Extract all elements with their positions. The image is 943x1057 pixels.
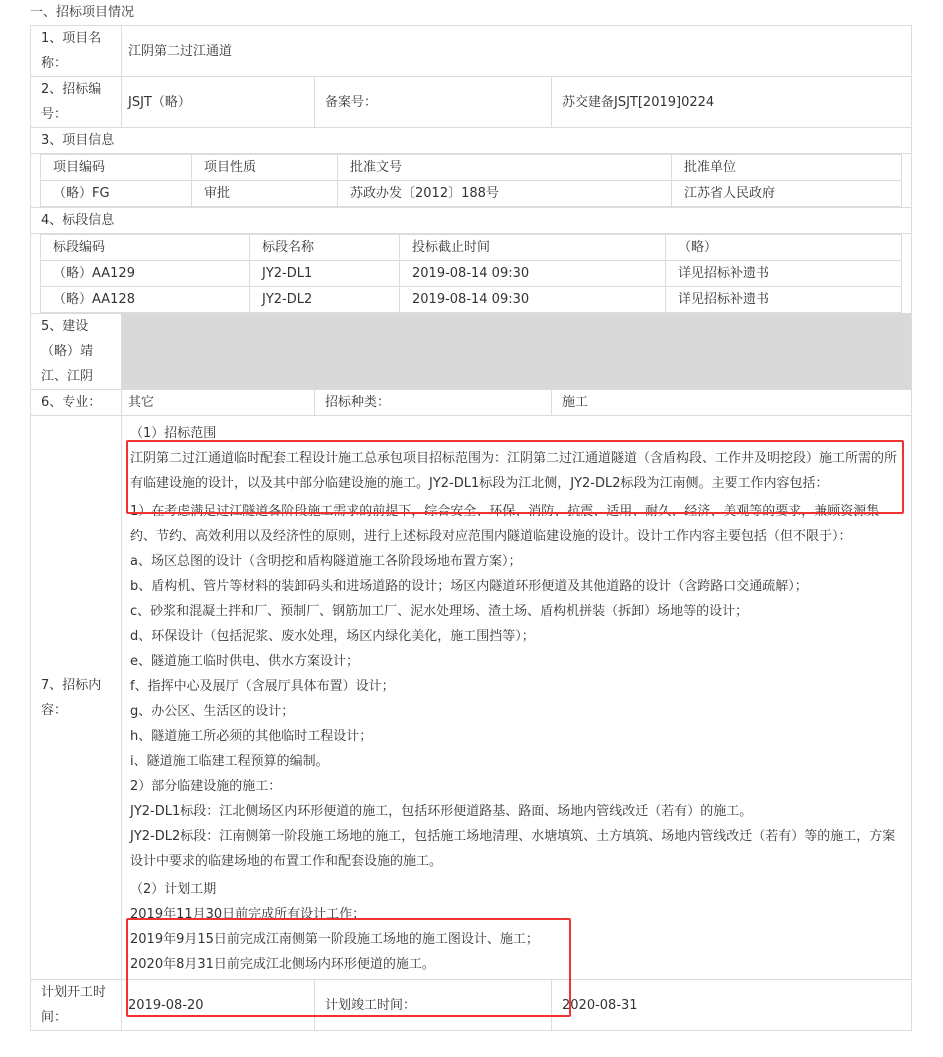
table-row <box>41 287 902 313</box>
list-item: i、隧道施工临建工程预算的编制。 <box>130 754 329 769</box>
lot-note: 详见招标补遗书 <box>666 261 902 287</box>
bid-deadline: 2019-08-14 09:30 <box>400 261 666 287</box>
value-bid-no: JSJT（略） <box>122 77 315 128</box>
lot-info-cell <box>31 234 912 314</box>
list-item: a、场区总图的设计（含明挖和盾构隧道施工各阶段场地布置方案）； <box>130 554 522 569</box>
list-item: g、办公区、生活区的设计； <box>130 704 295 719</box>
list-item: d、环保设计（包括泥浆、废水处理，场区内绿化美化，施工围挡等）； <box>130 629 535 644</box>
value-filing-no: 苏交建备JSJT[2019]0224 <box>552 77 912 128</box>
approval-unit: 江苏省人民政府 <box>672 181 902 207</box>
value-plan-start: 2019-08-20 <box>122 980 315 1031</box>
bid-info-table <box>30 25 912 1031</box>
list-item: b、盾构机、管片等材料的装卸码头和进场道路的设计；场区内隧道环形便道及其他道路的设计（含跨路口交通疏解）； <box>130 579 808 594</box>
list-item: c、砂浆和混凝土拌和厂、预制厂、钢筋加工厂、泥水处理场、渣土场、盾构机拼装（拆卸）场地等的设计； <box>130 604 749 619</box>
label-content: 7、招标内容： <box>31 416 122 980</box>
project-info-header-cell: 批准单位 <box>672 155 902 181</box>
row-builder <box>31 314 912 390</box>
lot-info-table <box>40 234 902 313</box>
row-specialty <box>31 390 912 416</box>
project-info-cell <box>31 154 912 208</box>
schedule-item: 2019年11月30日前完成所有设计工作； <box>130 907 366 922</box>
lot-info-header <box>41 235 902 261</box>
label-plan-end: 计划竣工时间： <box>315 980 552 1031</box>
row-lot-info-table <box>31 234 912 314</box>
lot-name: JY2-DL2 <box>250 287 400 313</box>
lot-info-header-cell: 标段名称 <box>250 235 400 261</box>
bid-deadline: 2019-08-14 09:30 <box>400 287 666 313</box>
project-nature: 审批 <box>192 181 338 207</box>
label-specialty: 6、专业： <box>31 390 122 416</box>
lot-name: JY2-DL1 <box>250 261 400 287</box>
lot-code: （略）AA128 <box>41 287 250 313</box>
schedule-title: （2）计划工期 <box>130 882 217 897</box>
builder-redacted-area <box>122 314 912 390</box>
design-intro: 1）在考虑满足过江隧道各阶段施工需求的前提下，综合安全、环保、消防、抗震、适用、耐久、经济、美观等的要求，兼顾资源集约、节约、高效利用以及经济性的原则，进行上述标段对应范围内隧道临建设施的设计。设计工作内容主要包括（但不限于）： <box>130 504 880 544</box>
label-project-name: 1、项目名称： <box>31 26 122 77</box>
project-info-header-cell: 批准文号 <box>338 155 672 181</box>
row-content <box>31 416 912 980</box>
dl2-text: JY2-DL2标段：江南侧第一阶段施工场地的施工，包括施工场地清理、水塘填筑、土方填筑、场地内管线改迁（若有）等的施工，方案设计中要求的临建场地的布置工作和配套设施的施工。 <box>130 829 896 869</box>
table-row <box>41 261 902 287</box>
row-bid-no <box>31 77 912 128</box>
label-lot-info: 4、标段信息 <box>31 208 912 234</box>
construction-title: 2）部分临建设施的施工： <box>130 779 282 794</box>
row-lot-info-title <box>31 208 912 234</box>
project-code: （略）FG <box>41 181 192 207</box>
label-bid-no: 2、招标编号： <box>31 77 122 128</box>
lot-info-header-cell: 投标截止时间 <box>400 235 666 261</box>
label-bid-type: 招标种类： <box>315 390 552 416</box>
table-row <box>41 181 902 207</box>
project-info-header-cell: 项目编码 <box>41 155 192 181</box>
schedule-item: 2019年9月15日前完成江南侧第一阶段施工场地的施工图设计、施工； <box>130 932 539 947</box>
row-plan-dates <box>31 980 912 1031</box>
project-info-table <box>40 154 902 207</box>
list-item: f、指挥中心及展厅（含展厅具体布置）设计； <box>130 679 395 694</box>
label-filing-no: 备案号： <box>315 77 552 128</box>
list-item: e、隧道施工临时供电、供水方案设计； <box>130 654 359 669</box>
row-project-info-table <box>31 154 912 208</box>
lot-note: 详见招标补遗书 <box>666 287 902 313</box>
label-plan-start: 计划开工时间： <box>31 980 122 1031</box>
section-title: 一、招标项目情况 <box>30 5 135 20</box>
list-item: h、隧道施工所必须的其他临时工程设计； <box>130 729 373 744</box>
lot-code: （略）AA129 <box>41 261 250 287</box>
approval-doc-no: 苏政办发〔2012〕188号 <box>338 181 672 207</box>
value-bid-type: 施工 <box>552 390 912 416</box>
schedule-item: 2020年8月31日前完成江北侧场内环形便道的施工。 <box>130 957 435 972</box>
row-project-name <box>31 26 912 77</box>
scope-text: 江阴第二过江通道临时配套工程设计施工总承包项目招标范围为：江阴第二过江通道隧道（含盾构段、工作井及明挖段）施工所需的所有临建设施的设计，以及其中部分临建设施的施工。JY2-DL1标段为江北侧，JY2-DL2标段为江南侧。主要工作内容包括： <box>130 451 898 491</box>
scope-title: （1）招标范围 <box>130 426 217 441</box>
dl1-text: JY2-DL1标段：江北侧场区内环形便道的施工，包括环形便道路基、路面、场地内管线改迁（若有）的施工。 <box>130 804 753 819</box>
value-specialty: 其它 <box>122 390 315 416</box>
label-builder: 5、建设（略）靖江、江阴 <box>31 314 122 390</box>
lot-info-header-cell: （略） <box>666 235 902 261</box>
label-project-info: 3、项目信息 <box>31 128 912 154</box>
row-project-info-title <box>31 128 912 154</box>
value-plan-end: 2020-08-31 <box>552 980 912 1031</box>
project-info-header <box>41 155 902 181</box>
value-project-name: 江阴第二过江通道 <box>122 26 912 77</box>
project-info-header-cell: 项目性质 <box>192 155 338 181</box>
lot-info-header-cell: 标段编码 <box>41 235 250 261</box>
content-cell <box>122 416 912 980</box>
